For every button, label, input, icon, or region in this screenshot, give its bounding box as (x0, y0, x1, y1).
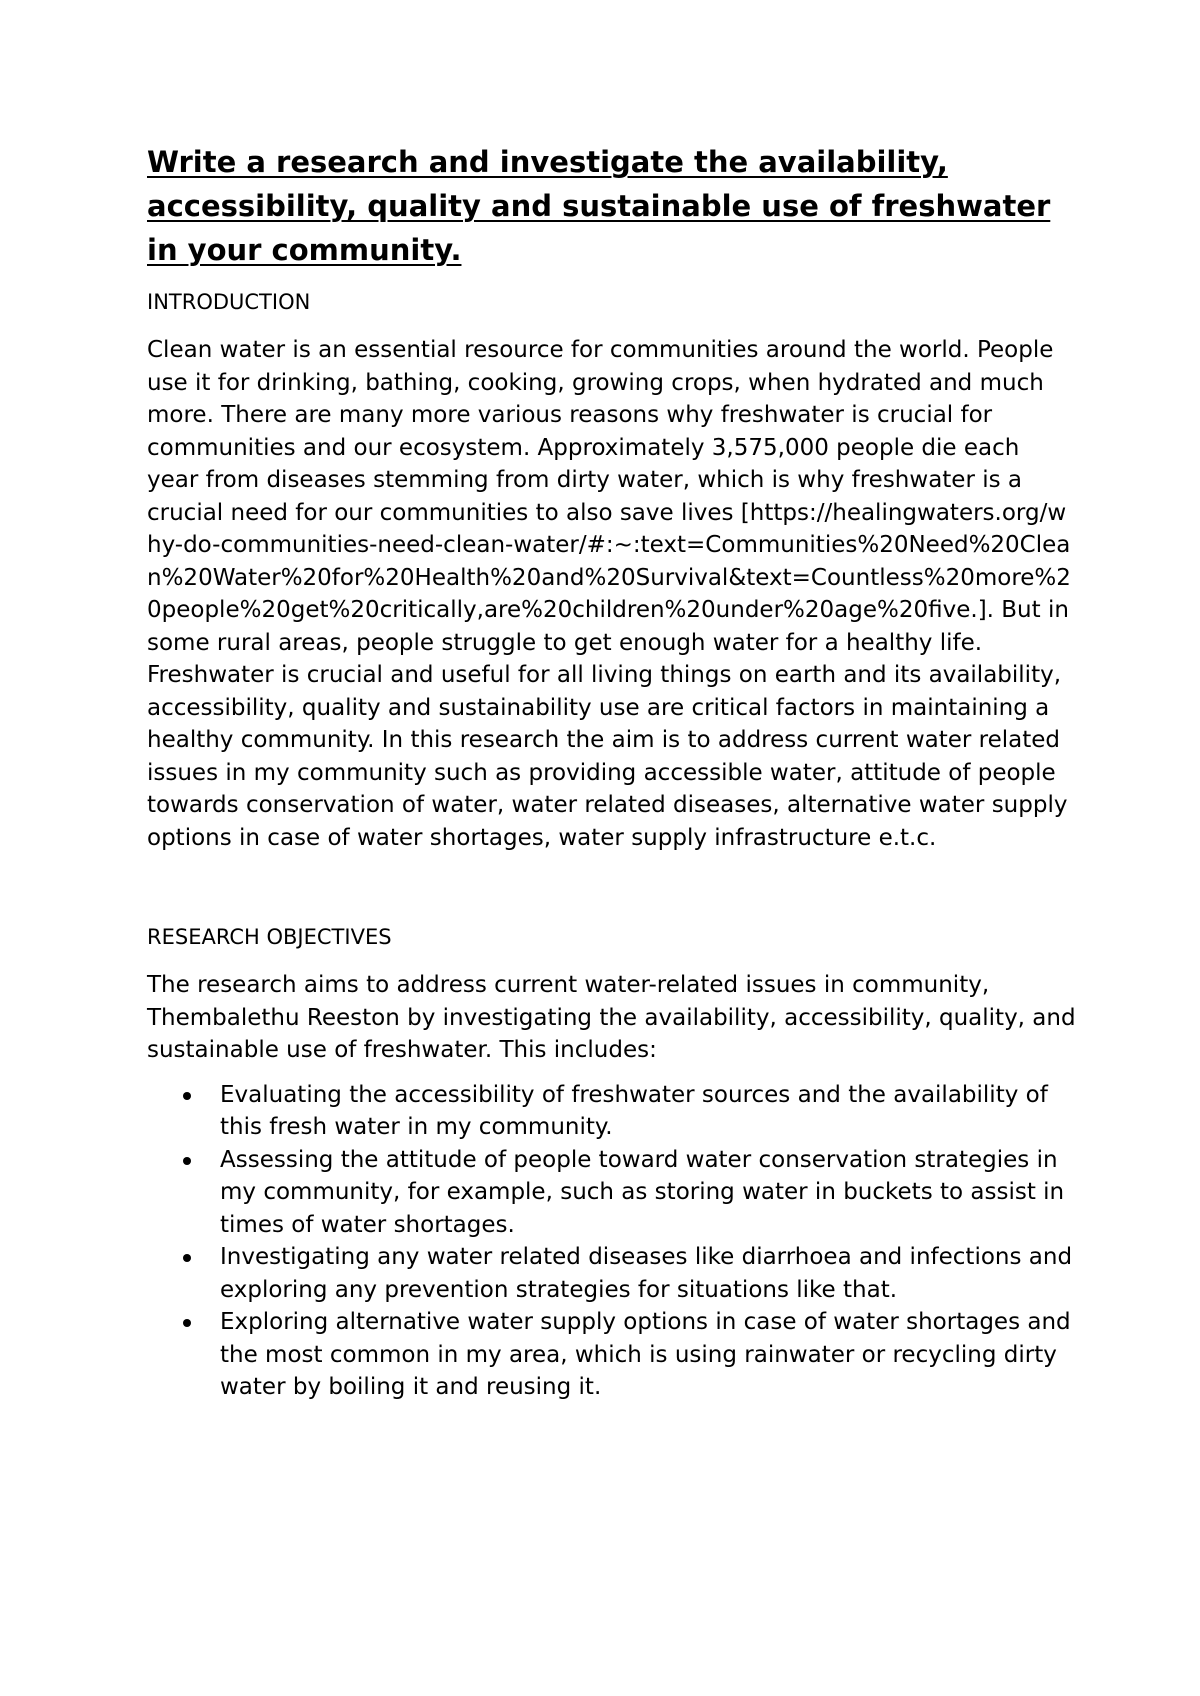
bullet-icon (183, 1157, 191, 1165)
bullet-icon (183, 1092, 191, 1100)
section-heading-introduction: INTRODUCTION (147, 290, 311, 314)
objectives-list (147, 1079, 1077, 1404)
document-title: Write a research and investigate the availability, accessibility, quality and sustainable use of freshwater in your community. (147, 145, 1051, 267)
list-item (147, 1079, 1077, 1144)
section-heading-research-objectives: RESEARCH OBJECTIVES (147, 925, 392, 949)
list-item (147, 1241, 1077, 1306)
objectives-paragraph: The research aims to address current water-related issues in community, Thembalethu Reeston by investigating the availability, accessibility, quality, and sustainable use of freshwater. This includes: (147, 972, 1076, 1063)
document-page (147, 140, 1077, 1404)
list-item (147, 1306, 1077, 1404)
list-item (147, 1144, 1077, 1242)
reference-link[interactable]: https://healingwaters.org/why-do-communities-need-clean-water/#:~:text=Communities%20Need%20Clean%20Water%20for%20Health%20and%20Survival&text=Countless%20more%20people%20get%20critically,are%20children%20under%20age%20five. (147, 499, 1071, 623)
list-item-text: Investigating any water related diseases like diarrhoea and infections and exploring any prevention strategies for situations like that. (220, 1244, 1073, 1303)
list-item-text: Evaluating the accessibility of freshwater sources and the availability of this fresh water in my community. (220, 1081, 1048, 1140)
bullet-icon (183, 1254, 191, 1262)
introduction-text-end: ]. But in some rural areas, people struggle to get enough water for a healthy life. Freshwater is crucial and useful for all living things on earth and its availability, accessibility, quality and sustainability use are critical factors in maintaining a healthy community. In this research the aim is to address current water related issues in my community such as providing accessible water, attitude of people towards conservation of water, water related diseases, alternative water supply options in case of water shortages, water supply infrastructure e.t.c. (147, 597, 1069, 851)
list-item-text: Exploring alternative water supply options in case of water shortages and the most common in my area, which is using rainwater or recycling dirty water by boiling it and reusing it. (220, 1309, 1071, 1400)
bullet-icon (183, 1319, 191, 1327)
introduction-paragraph (147, 334, 1077, 854)
list-item-text: Assessing the attitude of people toward water conservation strategies in my community, for example, such as storing water in buckets to assist in times of water shortages. (220, 1146, 1065, 1238)
introduction-text-start: Clean water is an essential resource for communities around the world. People use it for drinking, bathing, cooking, growing crops, when hydrated and much more. There are many more various reasons why freshwater is crucial for communities and our ecosystem. Approximately 3,575,000 people die each year from diseases stemming from dirty water, which is why freshwater is a crucial need for our communities to also save lives [ (147, 337, 1054, 526)
